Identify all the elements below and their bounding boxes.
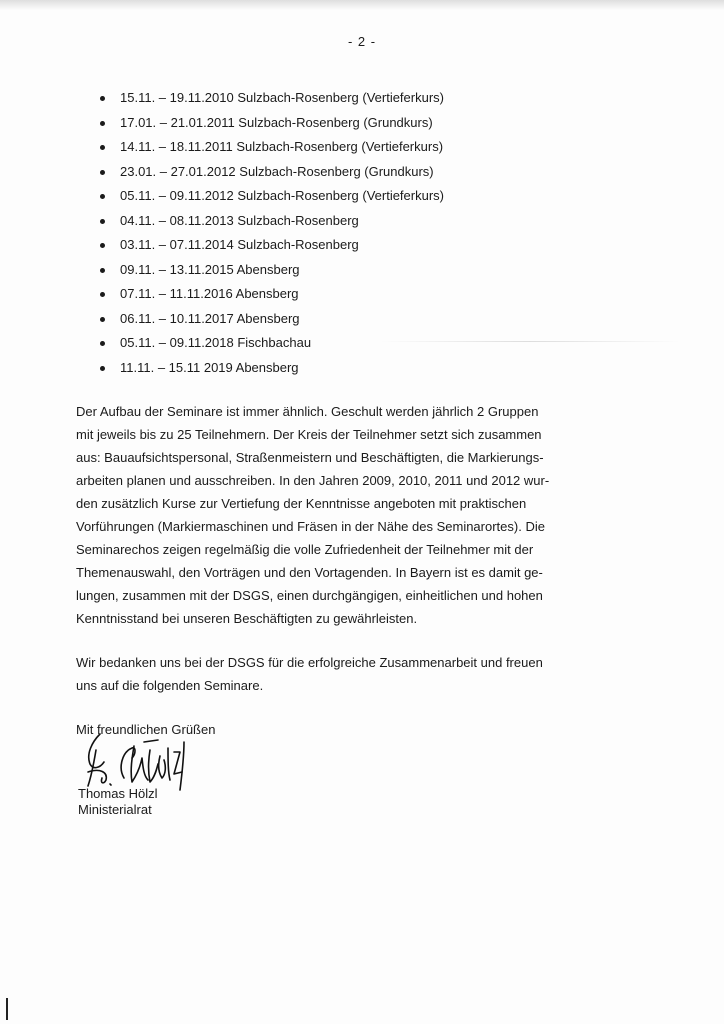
signer-name: Thomas Hölzl — [78, 786, 158, 801]
seminar-list-item — [96, 282, 444, 307]
bullet-icon — [100, 145, 105, 150]
seminar-text: 05.11. – 09.11.2018 Fischbachau — [120, 335, 312, 350]
seminar-text: 03.11. – 07.11.2014 Sulzbach-Rosenberg — [120, 237, 359, 252]
bullet-icon — [100, 292, 105, 297]
seminar-list-item — [96, 356, 444, 381]
seminar-list-item — [96, 184, 444, 209]
seminar-list-item — [96, 135, 444, 160]
seminar-list-item — [96, 209, 444, 234]
bullet-icon — [100, 268, 105, 273]
bullet-icon — [100, 194, 105, 199]
seminar-list-item — [96, 160, 444, 185]
seminar-list-item — [96, 307, 444, 332]
scan-edge-mark — [6, 998, 8, 1020]
seminar-text: 14.11. – 18.11.2011 Sulzbach-Rosenberg (Vertieferkurs) — [120, 139, 444, 154]
body-paragraph: Der Aufbau der Seminare ist immer ähnlich. Geschult werden jährlich 2 Gruppen mit jeweils bis zu 25 Teilnehmern. Der Kreis der Teilnehmer setzt sich zusammen aus: Bauaufsichtspersonal, Straßenmeistern und Beschäftigten, die Markierungs- arbeiten planen und ausschreiben. In den Jahren 2009, 2010, 2011 und 2012 wur- den zusätzlich Kurse zur Vertiefung der Kenntnisse angeboten mit praktischen Vorführungen (Markiermaschinen und Fräsen in der Nähe des Seminarortes). Die Seminarechos zeigen regelmäßig die volle Zufriedenheit der Teilnehmer mit der Themenauswahl, den Vorträgen und den Vortagenden. In Bayern ist es damit ge- lungen, zusammen mit der DSGS, einen durchgängigen, einheitlichen und hohen Kenntnisstand bei unseren Beschäftigten zu gewährleisten. — [76, 404, 550, 626]
signer-title: Ministerialrat — [78, 802, 152, 817]
bullet-icon — [100, 366, 105, 371]
bullet-icon — [100, 170, 105, 175]
seminar-list-item — [96, 86, 444, 111]
bullet-icon — [100, 243, 105, 248]
seminar-text: 23.01. – 27.01.2012 Sulzbach-Rosenberg (Grundkurs) — [120, 163, 434, 179]
bullet-icon — [100, 96, 105, 101]
scan-artifact-line — [380, 341, 680, 342]
bullet-icon — [100, 219, 105, 224]
handwritten-signature — [78, 728, 188, 794]
salutation: Mit freundlichen Grüßen — [76, 722, 216, 737]
seminar-text: 04.11. – 08.11.2013 Sulzbach-Rosenberg — [120, 212, 359, 228]
bullet-icon — [100, 341, 105, 346]
seminar-text: 07.11. – 11.11.2016 Abensberg — [120, 286, 299, 301]
scan-shadow — [0, 0, 724, 10]
seminar-text: 15.11. – 19.11.2010 Sulzbach-Rosenberg (Vertieferkurs) — [120, 90, 444, 105]
seminar-list — [96, 86, 444, 380]
seminar-list-item — [96, 233, 444, 258]
seminar-text: 17.01. – 21.01.2011 Sulzbach-Rosenberg (Grundkurs) — [120, 114, 433, 130]
bullet-icon — [100, 121, 105, 126]
seminar-list-item — [96, 258, 444, 283]
bullet-icon — [100, 317, 105, 322]
thanks-paragraph: Wir bedanken uns bei der DSGS für die erfolgreiche Zusammenarbeit und freuen uns auf die folgenden Seminare. — [76, 655, 543, 693]
seminar-text: 09.11. – 13.11.2015 Abensberg — [120, 261, 300, 277]
seminar-list-item — [96, 331, 444, 356]
seminar-text: 11.11. – 15.11 2019 Abensberg — [120, 359, 299, 375]
seminar-text: 06.11. – 10.11.2017 Abensberg — [120, 310, 300, 326]
seminar-list-item — [96, 111, 444, 136]
seminar-text: 05.11. – 09.11.2012 Sulzbach-Rosenberg (Vertieferkurs) — [120, 188, 444, 203]
page-number: - 2 - — [347, 34, 377, 49]
